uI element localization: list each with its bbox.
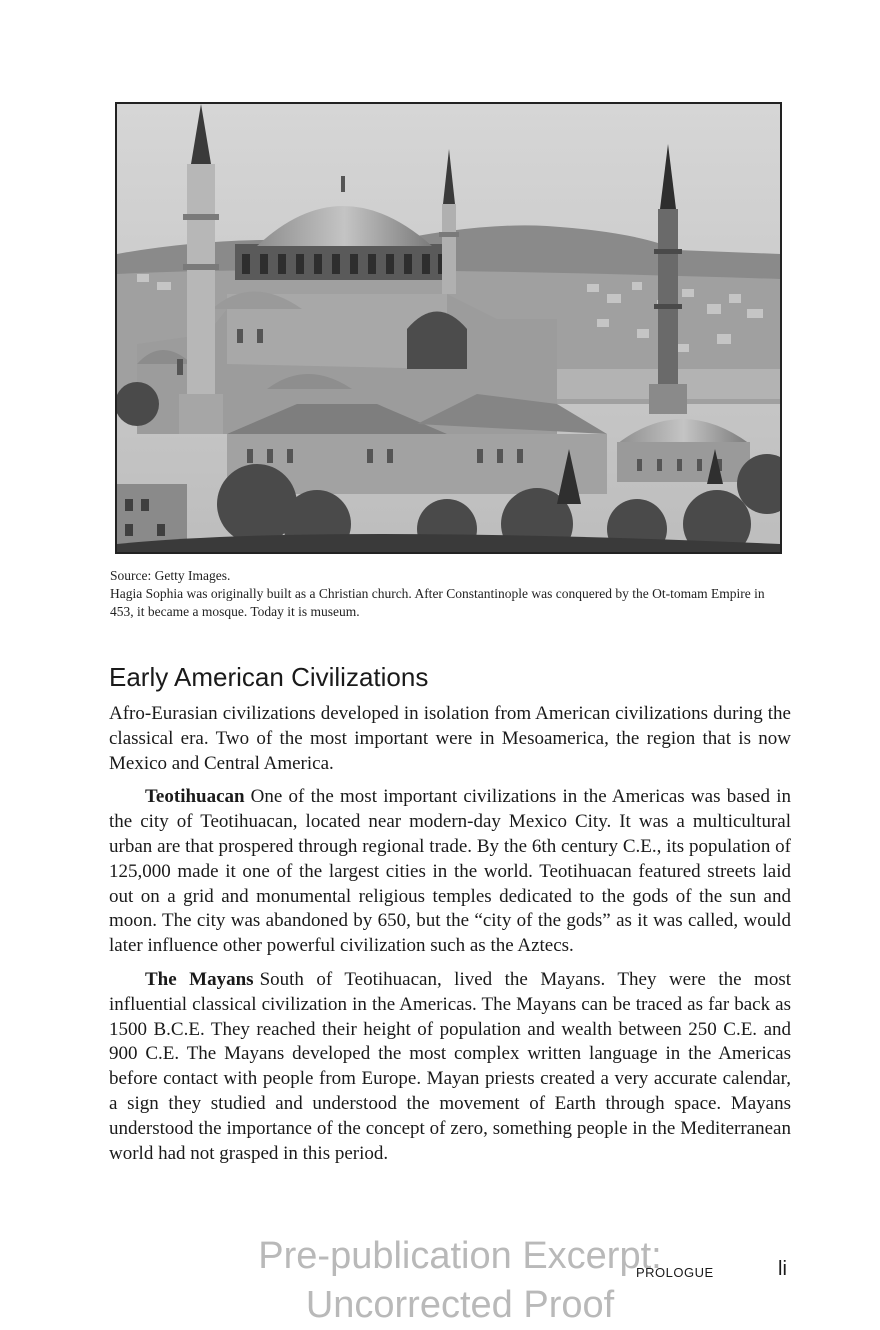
paragraph-text: South of Teotihuacan, lived the Mayans. They were the most influential classical civilization in the Americas. The Mayans can be traced as far back as 1500 B.C.E. They reached their height of population and wealth between 250 C.E. and 900 C.E. The Mayans developed the most complex written language in the Americas before contact with people from Europe. Mayan priests created a very accurate calendar, a sign they studied and understood the movement of Earth through space. Mayans understood the importance of the concept of zero, something people in the Mediterranean world had not grasped in this period. bbox=[109, 968, 791, 1164]
page-number: li bbox=[778, 1258, 787, 1280]
proof-watermark bbox=[160, 1232, 760, 1330]
hagia-sophia-photo bbox=[115, 102, 782, 554]
figure-caption bbox=[110, 567, 790, 621]
caption-source: Source: Getty Images. bbox=[110, 568, 231, 583]
intro-paragraph: Afro-Eurasian civilizations developed in isolation from American civilizations during the classical era. Two of the most important were in Mesoamerica, the region that is now Mexico and Central America. bbox=[109, 703, 791, 774]
run-in-heading: Teotihuacan bbox=[145, 786, 245, 808]
teotihuacan-paragraph bbox=[109, 785, 791, 959]
section-body bbox=[109, 702, 791, 1175]
caption-text: Hagia Sophia was originally built as a Christian church. After Constantinople was conquered by the Ot-tomam Empire in 453, it became a mosque. Today it is museum. bbox=[110, 586, 765, 619]
watermark-line-2: Uncorrected Proof bbox=[305, 1284, 615, 1326]
hagia-sophia-illustration bbox=[117, 104, 780, 552]
mayans-paragraph bbox=[109, 968, 791, 1166]
watermark-line-1: Pre-publication Excerpt: bbox=[258, 1235, 662, 1277]
paragraph-text: One of the most important civilizations in the Americas was based in the city of Teotihuacan, located near modern-day Mexico City. It was a multicultural urban are that prospered through regional trade. By the 6th century C.E., its population of 125,000 made it one of the largest cities in the world. Teotihuacan featured streets laid out on a grid and monumental religious temples dedicated to the gods of the sun and moon. The city was abandoned by 650, but the “city of the gods” as it was called, would later influence other powerful civilization such as the Aztecs. bbox=[109, 786, 791, 957]
run-in-heading: The Mayans bbox=[145, 968, 254, 990]
section-heading: Early American Civilizations bbox=[109, 662, 429, 692]
running-head: PROLOGUE bbox=[636, 1265, 714, 1280]
